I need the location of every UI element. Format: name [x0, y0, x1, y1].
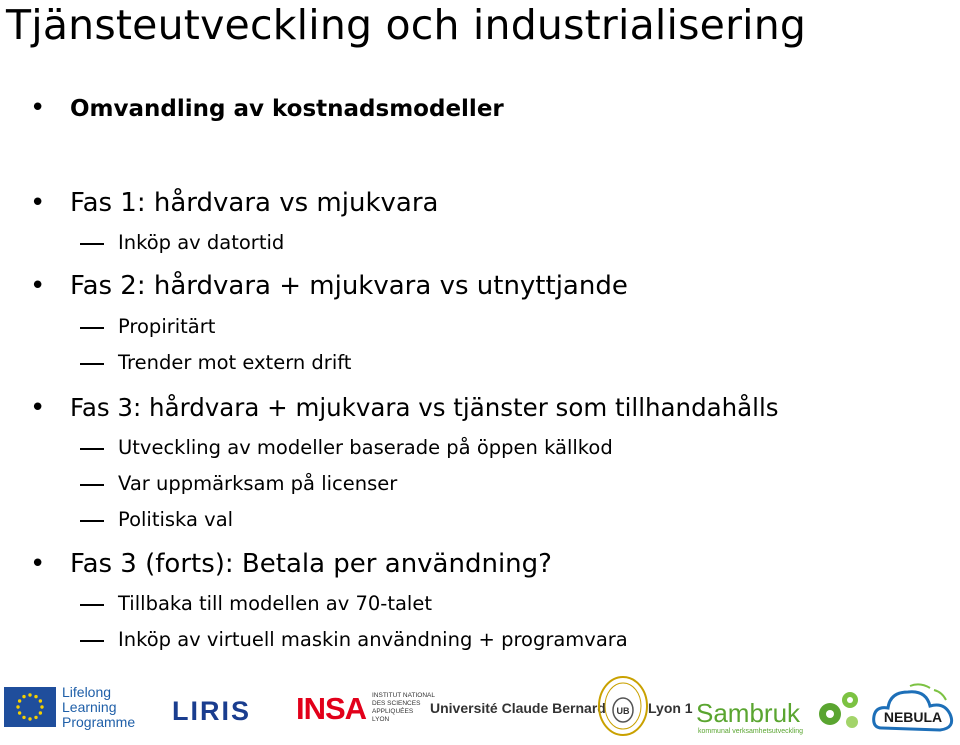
eu-star-icon — [22, 716, 25, 719]
sub-bullet-item — [118, 231, 284, 255]
sambruk-tagline: kommunal verksamhetsutveckling — [698, 728, 804, 735]
bullet-dot-icon: • — [30, 549, 46, 579]
sub-bullet-text: Inköp av virtuell maskin användning + programvara — [118, 628, 628, 651]
insa-logo: INSA — [296, 691, 367, 726]
sub-bullet-text: Tillbaka till modellen av 70-talet — [118, 592, 432, 615]
bullet-item — [30, 270, 628, 302]
dash-icon — [80, 243, 104, 245]
sambruk-gears-icon — [814, 686, 864, 734]
bullet-text: Omvandling av kostnadsmodeller — [70, 96, 504, 122]
bullet-item — [30, 392, 779, 424]
dash-icon — [80, 363, 104, 365]
lifelong-line: Learning — [62, 699, 117, 715]
eu-star-icon — [39, 711, 42, 714]
sub-bullet-text: Propiritärt — [118, 315, 216, 338]
bullet-dot-icon: • — [30, 393, 46, 423]
liris-logo: LIRIS — [172, 696, 252, 726]
ucb-emblem-text: UB — [616, 706, 630, 716]
bullet-item — [30, 92, 504, 125]
sub-bullet-item — [118, 508, 233, 532]
eu-star-icon — [18, 711, 21, 714]
sub-bullet-text: Var uppmärksam på licenser — [118, 472, 398, 495]
sub-bullet-item — [118, 315, 215, 339]
slide-title: Tjänsteutveckling och industrialisering — [6, 1, 807, 49]
bullet-text: Fas 3: hårdvara + mjukvara vs tjänster som tillhandahålls — [70, 393, 779, 422]
eu-star-icon — [16, 705, 19, 708]
partner-logos — [0, 670, 960, 745]
sub-bullet-item — [118, 592, 432, 616]
lifelong-line: Lifelong — [62, 684, 112, 700]
sub-bullet-item — [118, 436, 613, 460]
sub-bullet-item — [118, 628, 628, 652]
lifelong-line: Programme — [62, 714, 136, 730]
bullet-item — [30, 187, 439, 219]
insa-subtitle: INSTITUT NATIONAL DES SCIENCES APPLIQUÉES LYON — [372, 692, 435, 723]
bullet-text: Fas 2: hårdvara + mjukvara vs utnyttjande — [70, 271, 628, 301]
lifelong-learning-logo — [62, 685, 135, 730]
bullet-text: Fas 3 (forts): Betala per användning? — [70, 549, 552, 579]
bullet-item — [30, 548, 552, 580]
eu-star-icon — [18, 699, 21, 702]
eu-star-icon — [34, 716, 37, 719]
sub-bullet-text: Trender mot extern drift — [118, 351, 352, 374]
dash-icon — [80, 327, 104, 329]
bullet-text: Fas 1: hårdvara vs mjukvara — [70, 188, 439, 218]
nebula-text: NEBULA — [883, 709, 943, 725]
eu-star-icon — [28, 717, 31, 720]
ucb-logo-text: Université Claude Bernard — [430, 700, 606, 716]
eu-star-icon — [34, 695, 37, 698]
sub-bullet-text: Utveckling av modeller baserade på öppen källkod — [118, 436, 613, 459]
dash-icon — [80, 484, 104, 486]
eu-star-icon — [28, 693, 31, 696]
sub-bullet-text: Inköp av datortid — [118, 231, 285, 254]
sub-bullet-item — [118, 472, 397, 496]
dash-icon — [80, 604, 104, 606]
dash-icon — [80, 520, 104, 522]
dash-icon — [80, 640, 104, 642]
eu-flag-icon — [4, 687, 56, 727]
bullet-dot-icon: • — [30, 271, 46, 301]
nebula-cloud-icon — [870, 680, 956, 740]
ucb-lyon: Lyon 1 — [648, 700, 693, 716]
ucb-emblem-icon — [596, 674, 650, 738]
eu-star-icon — [39, 699, 42, 702]
sub-bullet-text: Politiska val — [118, 508, 234, 531]
eu-star-icon — [22, 695, 25, 698]
bullet-dot-icon: • — [30, 93, 46, 123]
sub-bullet-item — [118, 351, 351, 375]
dash-icon — [80, 448, 104, 450]
eu-star-icon — [40, 705, 43, 708]
bullet-dot-icon: • — [30, 188, 46, 218]
sambruk-logo: Sambruk — [696, 698, 801, 728]
